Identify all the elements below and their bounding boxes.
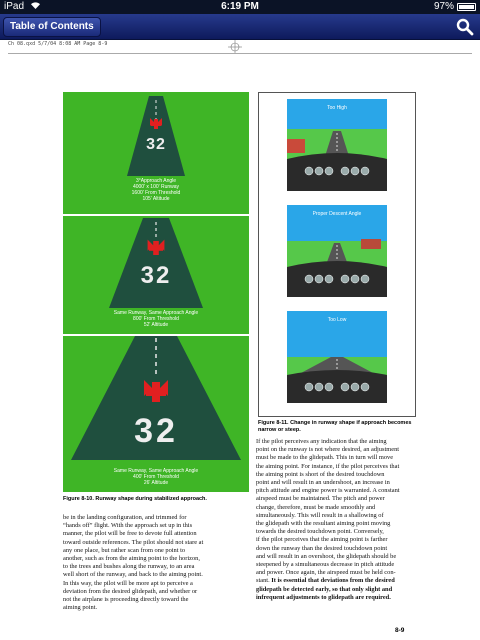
text-line: the aiming point is short of the desired touchdown xyxy=(256,470,385,478)
figure-8-10-caption: Figure 8-10. Runway shape during stabilized approach. xyxy=(63,496,207,502)
runway-panel-3 xyxy=(63,336,249,492)
battery-icon xyxy=(457,3,476,11)
runway-panel-2 xyxy=(63,216,249,334)
caption-line: 1600' From Threshold xyxy=(131,190,181,196)
caption-line: 26' Altitude xyxy=(143,480,169,486)
text-line-bold xyxy=(256,594,418,602)
table-of-contents-button[interactable]: Table of Contents xyxy=(3,17,101,37)
text-span: stant. xyxy=(256,577,272,585)
text-span-bold: It is essential that deviations from the desired xyxy=(271,577,395,585)
text-line: In this way, the pilot will be more apt to perceive a xyxy=(63,579,193,587)
text-line: to the trees and bushes along the runway, to an area xyxy=(63,563,195,571)
caption-line: 105' Altitude xyxy=(142,196,170,202)
view-label: Too High xyxy=(327,105,347,111)
caption-line: 52' Altitude xyxy=(143,322,169,328)
crop-mark-icon xyxy=(228,40,242,54)
device-label: iPad xyxy=(4,1,25,12)
text-line: change, therefore, must be made smoothly and xyxy=(256,503,376,511)
text-line: simultaneously. This will result in a shallowing of xyxy=(256,511,384,519)
caption-line: Same Runway, Same Approach Angle xyxy=(113,468,199,474)
text-line: not the airplane is proceeding directly toward the xyxy=(63,596,189,604)
panel-caption xyxy=(63,468,249,486)
panel-caption xyxy=(63,310,249,328)
text-line: the aiming point. For instance, if the pilot perceives that xyxy=(256,462,400,470)
search-icon[interactable] xyxy=(456,18,474,36)
text-line: pitch attitude and engine power is warranted. A constant xyxy=(256,487,400,495)
text-line: and will result in an overshoot, the glidepath should be xyxy=(256,552,397,560)
runway-number: 32 xyxy=(140,262,172,289)
text-line: manner, the pilot will be free to devote full attention xyxy=(63,530,197,538)
page-number: 8-9 xyxy=(395,627,405,634)
text-line-bold xyxy=(256,586,418,594)
text-line: point on the runway is not where desired, an adjustment xyxy=(256,446,400,454)
caption-line: 400' From Threshold xyxy=(133,474,179,480)
approach-view-too-low xyxy=(287,311,387,403)
text-span-bold: infrequent adjustments to glidepath are required. xyxy=(256,593,391,601)
caption-line: 3°Approach Angle xyxy=(135,178,177,184)
nav-bar xyxy=(0,14,480,40)
text-line: “hands off” flight. With the approach set up in this xyxy=(63,522,193,530)
text-line: well short of the runway, and back to the aiming point. xyxy=(63,571,203,579)
runway-panel-1 xyxy=(63,92,249,214)
caption-line: 800' From Threshold xyxy=(133,316,179,322)
text-line: if the pilot perceives that the aiming point is farther xyxy=(256,536,388,544)
text-line: be in the landing configuration, and trimmed for xyxy=(63,514,187,521)
runway-number: 32 xyxy=(146,136,166,153)
text-line xyxy=(256,577,418,585)
figure-8-11 xyxy=(258,92,416,417)
header-rule xyxy=(8,53,472,54)
text-line: any one place, but rather scan from one point to xyxy=(63,546,186,554)
text-line: If the pilot perceives any indication that the aiming xyxy=(256,438,387,445)
battery-percent: 97% xyxy=(433,1,454,12)
text-line: and power. Once again, the airspeed must be held con- xyxy=(256,569,396,577)
text-line: aiming point. xyxy=(63,604,98,612)
view-label: Proper Descent Angle xyxy=(312,211,362,217)
text-line: the glidepath with the resultant aiming point moving xyxy=(256,520,391,528)
approach-view-proper xyxy=(287,205,387,297)
caption-line: Same Runway, Same Approach Angle xyxy=(113,310,199,316)
figure-8-11-caption xyxy=(258,420,411,434)
text-line: steepened by a simultaneous decrease in pitch attitude xyxy=(256,561,395,569)
caption-line: Figure 8-11. Change in runway shape if approach becomes xyxy=(258,420,412,426)
text-line: down the runway than the desired touchdown point xyxy=(256,544,388,552)
caption-line: narrow or steep. xyxy=(258,427,301,433)
clock: 6:19 PM xyxy=(221,1,259,12)
caption-line: 4000' x 100' Runway xyxy=(132,184,180,190)
page-header-line: Ch 08.qxd 5/7/04 8:08 AM Page 8-9 xyxy=(8,41,108,47)
text-span-bold: glidepath be detected early, so that only slight and xyxy=(256,585,393,593)
approach-view-too-high xyxy=(287,99,387,191)
text-line: toward outside references. The pilot should not stare at xyxy=(63,538,204,546)
text-line: airspeed must be maintained. The pitch and power xyxy=(256,495,385,503)
panel-caption xyxy=(63,178,249,202)
left-column-text xyxy=(63,514,249,612)
text-line: another, such as from the aiming point to the horizon, xyxy=(63,555,200,563)
text-line: deviation from the desired glidepath, and whether or xyxy=(63,587,198,595)
status-bar xyxy=(0,0,480,14)
text-line: must be made to the glidepath. This in turn will move xyxy=(256,454,394,462)
text-line: towards the desired touchdown point. Conversely, xyxy=(256,528,384,536)
runway-number: 32 xyxy=(134,412,178,450)
view-label: Too Low xyxy=(327,317,347,323)
right-column-text xyxy=(256,438,418,602)
text-line: point and will result in an undershoot, an increase in xyxy=(256,479,390,487)
